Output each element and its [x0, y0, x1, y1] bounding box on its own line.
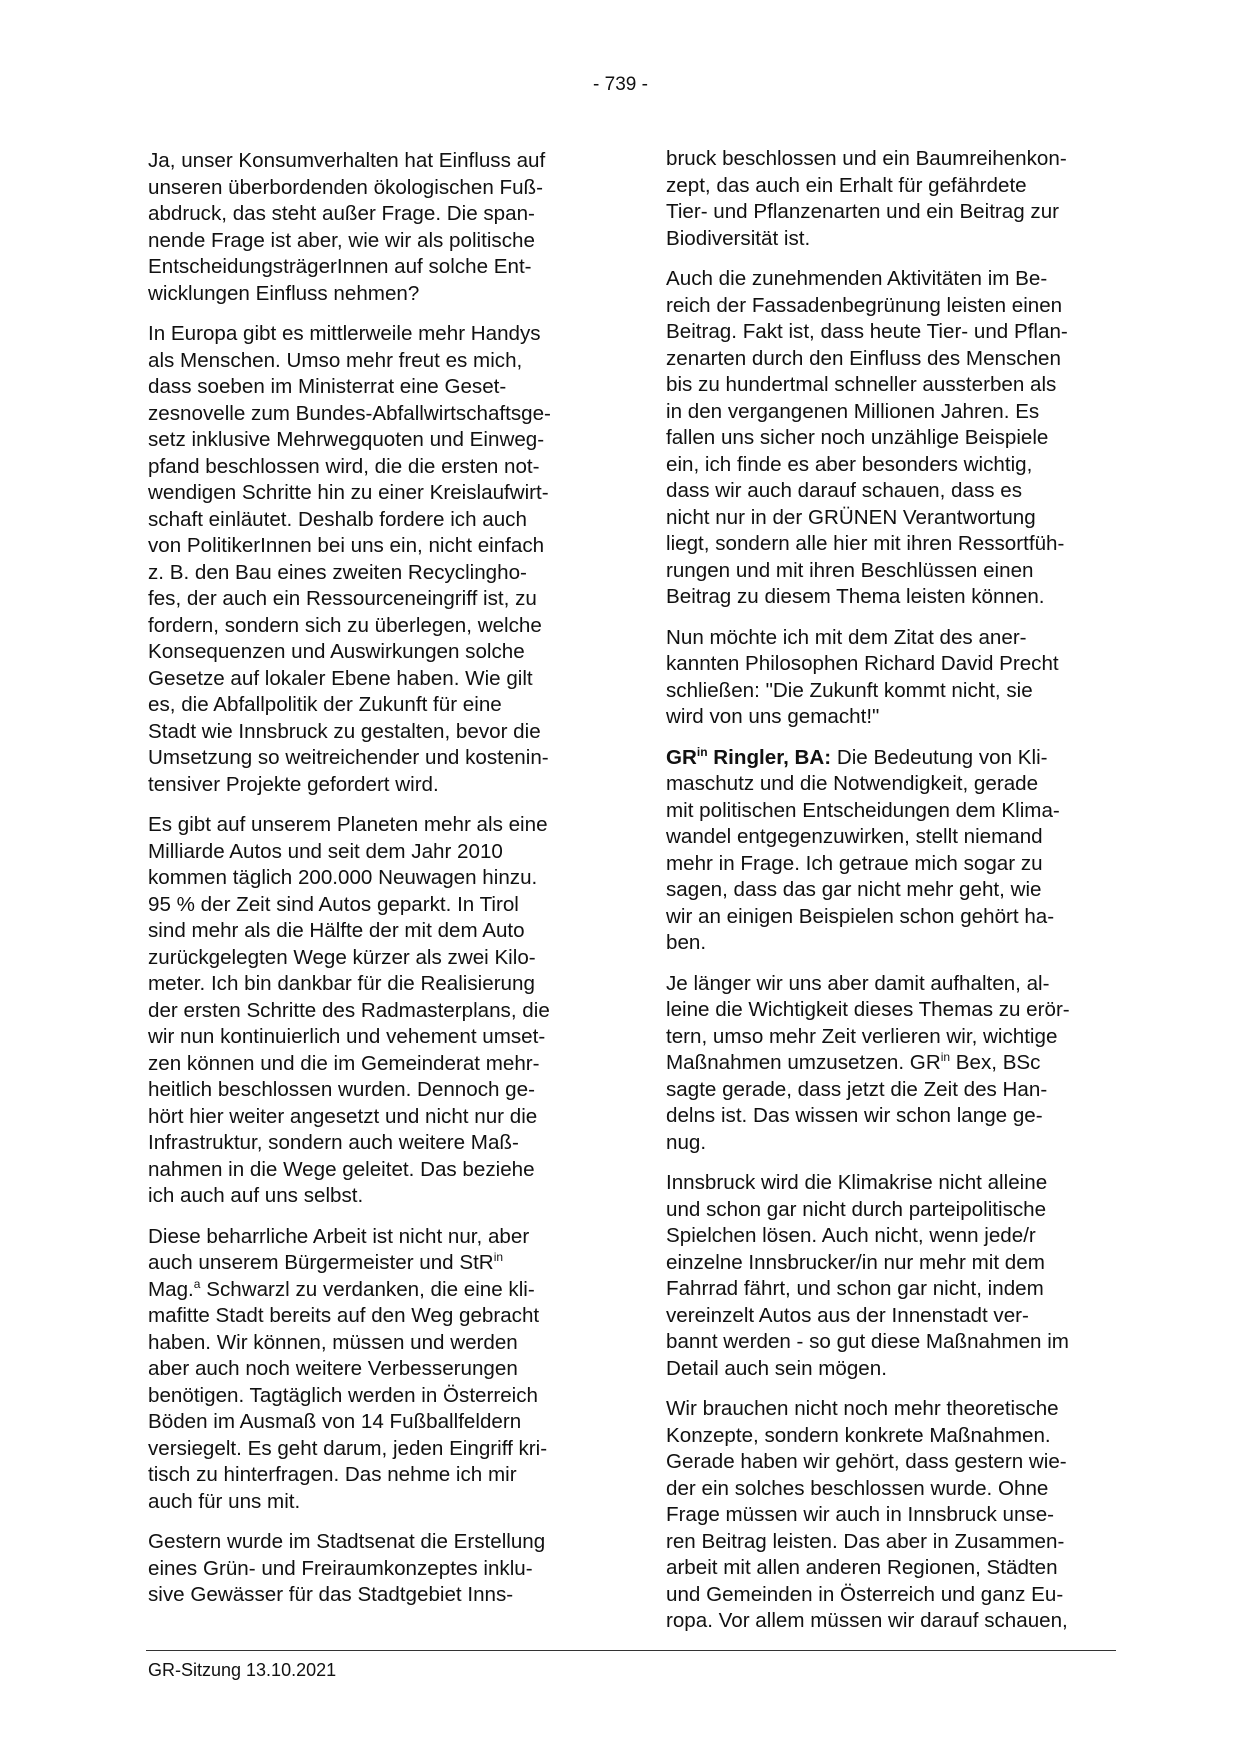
text-line: mafitte Stadt bereits auf den Weg gebracht [148, 1304, 540, 1327]
text-line: wir nun kontinuierlich und vehement umset- [148, 1025, 546, 1048]
text-line: zurückgelegten Wege kürzer als zwei Kilo- [148, 945, 536, 969]
text-line: kommen täglich 200.000 Neuwagen hinzu. [148, 866, 538, 889]
speaker-name [666, 746, 831, 769]
text-line: z. B. den Bau eines zweiten Recyclingho- [148, 560, 527, 584]
bex-lines-b [666, 1077, 1126, 1157]
text-line: zept, das auch ein Erhalt für gefährdete [666, 173, 1027, 197]
right-paragraphs-b [666, 1170, 1126, 1635]
footer-divider [146, 1650, 1116, 1651]
text-line: in den vergangenen Millionen Jahren. Es [666, 399, 1040, 423]
text-line: Wir brauchen nicht noch mehr theoretische [666, 1397, 1059, 1420]
speaker-prefix: GR [666, 745, 697, 769]
text-line: Stadt wie Innsbruck zu gestalten, bevor die [148, 719, 541, 743]
text-span: auch unserem Bürgermeister und StR [148, 1251, 494, 1274]
text-span: Mag. [148, 1277, 194, 1301]
left-column [148, 148, 578, 1623]
paragraph-mayor [148, 1224, 578, 1516]
text-line: delns ist. Das wissen wir schon lange ge- [666, 1104, 1043, 1127]
text-line: fallen uns sicher noch unzählige Beispiele [666, 426, 1049, 449]
text-line: leine die Wichtigkeit dieses Themas zu erör- [666, 998, 1070, 1021]
text-line: Gerade haben wir gehört, dass gestern wie- [666, 1450, 1067, 1473]
text-line: ropa. Vor allem müssen wir darauf schauen, [666, 1609, 1068, 1632]
text-line: liegt, sondern alle hier mit ihren Ressortfüh- [666, 532, 1065, 555]
text-line: haben. Wir können, müssen und werden [148, 1330, 518, 1354]
text-line: rungen und mit ihren Beschlüssen einen [666, 558, 1034, 582]
text-line: Spielchen lösen. Auch nicht, wenn jede/r [666, 1224, 1036, 1247]
text-line: Nun möchte ich mit dem Zitat des aner- [666, 625, 1027, 649]
paragraph [666, 625, 1126, 731]
text-line: tisch zu hinterfragen. Das nehme ich mir [148, 1463, 517, 1486]
left-paragraphs [148, 148, 578, 1210]
text-line: sind mehr als die Hälfte der mit dem Auto [148, 919, 525, 942]
text-line: Beitrag zu diesem Thema leisten können. [666, 585, 1045, 608]
paragraph [148, 148, 578, 307]
text-line: sive Gewässer für das Stadtgebiet Inns- [148, 1583, 514, 1606]
text-line: von PolitikerInnen bei uns ein, nicht einfach [148, 534, 545, 557]
text-line: schaft einläutet. Deshalb fordere ich auch [148, 507, 527, 531]
text-line: abdruck, das steht außer Frage. Die span- [148, 202, 535, 225]
text-line: dass wir auch darauf schauen, dass es [666, 479, 1023, 502]
paragraph [666, 1396, 1126, 1635]
text-line: einzelne Innsbrucker/in nur mehr mit dem [666, 1250, 1045, 1274]
text-line: dass soeben im Ministerrat eine Geset- [148, 375, 507, 398]
text-line: In Europa gibt es mittlerweile mehr Handys [148, 322, 541, 345]
paragraph [148, 321, 578, 798]
superscript: a [193, 1276, 201, 1291]
text-line: und Gemeinden in Österreich und ganz Eu- [666, 1582, 1064, 1606]
text-line: mit politischen Entscheidungen dem Klima- [666, 798, 1060, 822]
text-line: Umsetzung so weitreichender und kostenin- [148, 746, 549, 769]
text-line: Gestern wurde im Stadtsenat die Erstellung [148, 1530, 546, 1553]
text-line: meter. Ich bin dankbar für die Realisierung [148, 972, 535, 995]
text-line: ben. [666, 931, 707, 954]
text-line: Konzepte, sondern konkrete Maßnahmen. [666, 1423, 1051, 1447]
text-span: Bex, BSc [950, 1051, 1041, 1074]
text-line: nahmen in die Wege geleitet. Das beziehe [148, 1157, 535, 1181]
text-line: schließen: "Die Zukunft kommt nicht, sie [666, 678, 1033, 702]
text-line: aber auch noch weitere Verbesserungen [148, 1357, 518, 1380]
text-line: fes, der auch ein Ressourceneingriff ist, zu [148, 587, 537, 610]
text-line: eines Grün- und Freiraumkonzeptes inklu- [148, 1556, 533, 1580]
text-line: maschutz und die Notwendigkeit, gerade [666, 772, 1039, 795]
text-line: der ein solches beschlossen wurde. Ohne [666, 1476, 1049, 1500]
text-line: EntscheidungsträgerInnen auf solche Ent- [148, 255, 532, 278]
text-span: Schwarzl zu verdanken, die eine kli- [200, 1277, 535, 1301]
speaker-label: Ringler, BA: [707, 745, 832, 769]
text-line [148, 1277, 578, 1304]
text-line: ein, ich finde es aber besonders wichtig, [666, 452, 1033, 476]
page-number: - 739 - [593, 74, 648, 95]
text-line: nende Frage ist aber, wie wir als politische [148, 228, 535, 252]
paragraph-rest [148, 1303, 578, 1515]
text-line: sagte gerade, dass jetzt die Zeit des Han- [666, 1077, 1048, 1101]
text-line: Konsequenzen und Auswirkungen solche [148, 640, 525, 663]
paragraph [148, 812, 578, 1210]
paragraph-bex [666, 971, 1126, 1157]
text-line: Es gibt auf unserem Planeten mehr als eine [148, 813, 548, 836]
text-line: bis zu hundertmal schneller aussterben als [666, 373, 1057, 396]
text-line: nug. [666, 1130, 707, 1154]
text-line: wendigen Schritte hin zu einer Kreislaufwirt- [148, 481, 549, 504]
text-line: Fahrrad fährt, und schon gar nicht, indem [666, 1277, 1044, 1300]
text-line: wir an einigen Beispielen schon gehört ha- [666, 904, 1055, 928]
text-line: mehr in Frage. Ich getraue mich sogar zu [666, 851, 1043, 875]
text-line: als Menschen. Umso mehr freut es mich, [148, 348, 523, 372]
right-column [666, 146, 1126, 1649]
text-line: ren Beitrag leisten. Das aber in Zusammen- [666, 1529, 1065, 1553]
text-line: zesnovelle zum Bundes-Abfallwirtschaftsge- [148, 401, 551, 425]
text-line: der ersten Schritte des Radmasterplans, die [148, 998, 550, 1022]
text-line: pfand beschlossen wird, die die ersten not- [148, 454, 540, 478]
text-line: bruck beschlossen und ein Baumreihenkon- [666, 147, 1067, 170]
text-line: 95 % der Zeit sind Autos geparkt. In Tirol [148, 892, 519, 916]
paragraph [666, 146, 1126, 252]
text-line [666, 1050, 1126, 1077]
text-line: Böden im Ausmaß von 14 Fußballfeldern [148, 1410, 522, 1433]
text-line: nicht nur in der GRÜNEN Verantwortung [666, 505, 1036, 529]
text-line: tern, umso mehr Zeit verlieren wir, wichtige [666, 1024, 1058, 1048]
paragraph [666, 1170, 1126, 1382]
speaker-lines [666, 771, 1126, 957]
text-line: ich auch auf uns selbst. [148, 1184, 364, 1207]
text-line: wird von uns gemacht!" [666, 705, 880, 728]
paragraph [666, 266, 1126, 611]
text-line [666, 745, 1126, 772]
text-line: benötigen. Tagtäglich werden in Österreich [148, 1383, 538, 1407]
text-line: tensiver Projekte gefordert wird. [148, 772, 439, 796]
text-line: kannten Philosophen Richard David Precht [666, 652, 1059, 675]
text-line: Innsbruck wird die Klimakrise nicht alleine [666, 1171, 1048, 1194]
text-line: versiegelt. Es geht darum, jeden Eingriff kri- [148, 1436, 548, 1460]
text-span: Die Bedeutung von Kli- [831, 745, 1048, 769]
text-line: zenarten durch den Einfluss des Menschen [666, 346, 1061, 370]
text-line: wicklungen Einfluss nehmen? [148, 281, 420, 305]
text-line: Detail auch sein mögen. [666, 1356, 887, 1380]
text-line: vereinzelt Autos aus der Innenstadt ver- [666, 1303, 1029, 1327]
paragraph-speaker-ringler [666, 745, 1126, 957]
text-line: setz inklusive Mehrwegquoten und Einweg- [148, 428, 545, 451]
text-line [148, 1250, 578, 1277]
text-line: unseren überbordenden ökologischen Fuß- [148, 175, 543, 199]
text-line: Auch die zunehmenden Aktivitäten im Be- [666, 267, 1048, 290]
text-line: fordern, sondern sich zu überlegen, welche [148, 613, 542, 637]
text-line: und schon gar nicht durch parteipolitische [666, 1197, 1047, 1221]
text-line: bannt werden - so gut diese Maßnahmen im [666, 1330, 1069, 1353]
text-line: auch für uns mit. [148, 1489, 301, 1513]
text-line: Ja, unser Konsumverhalten hat Einfluss auf [148, 149, 546, 172]
text-line: hört hier weiter angesetzt und nicht nur die [148, 1104, 538, 1128]
text-line: Frage müssen wir auch in Innsbruck unse- [666, 1503, 1055, 1526]
text-line: sagen, dass das gar nicht mehr geht, wie [666, 878, 1042, 901]
text-line: wandel entgegenzuwirken, stellt niemand [666, 825, 1043, 848]
text-line: reich der Fassadenbegrünung leisten einen [666, 293, 1063, 317]
superscript: in [493, 1250, 504, 1265]
text-line: Infrastruktur, sondern auch weitere Maß- [148, 1131, 519, 1154]
right-paragraphs-a [666, 146, 1126, 731]
text-line: Diese beharrliche Arbeit ist nicht nur, aber [148, 1224, 530, 1248]
text-line: Beitrag. Fakt ist, dass heute Tier- und Pflan- [666, 320, 1068, 343]
bex-lines-a [666, 971, 1126, 1051]
text-line: zen können und die im Gemeinderat mehr- [148, 1051, 540, 1075]
text-line: Milliarde Autos und seit dem Jahr 2010 [148, 839, 503, 863]
text-line: heitlich beschlossen wurden. Dennoch ge- [148, 1078, 535, 1101]
superscript: in [696, 744, 708, 759]
text-line: Tier- und Pflanzenarten und ein Beitrag zur [666, 200, 1060, 223]
text-line: Gesetze auf lokaler Ebene haben. Wie gilt [148, 666, 533, 690]
text-line: es, die Abfallpolitik der Zukunft für eine [148, 693, 502, 716]
text-span: Maßnahmen umzusetzen. GR [666, 1051, 941, 1074]
text-line: Biodiversität ist. [666, 226, 811, 250]
paragraph-stadtsenat [148, 1529, 578, 1609]
footer-session-date: GR-Sitzung 13.10.2021 [148, 1660, 337, 1680]
text-line: Je länger wir uns aber damit aufhalten, al- [666, 971, 1050, 995]
text-line: arbeit mit allen anderen Regionen, Städten [666, 1556, 1058, 1579]
superscript: in [940, 1050, 951, 1065]
